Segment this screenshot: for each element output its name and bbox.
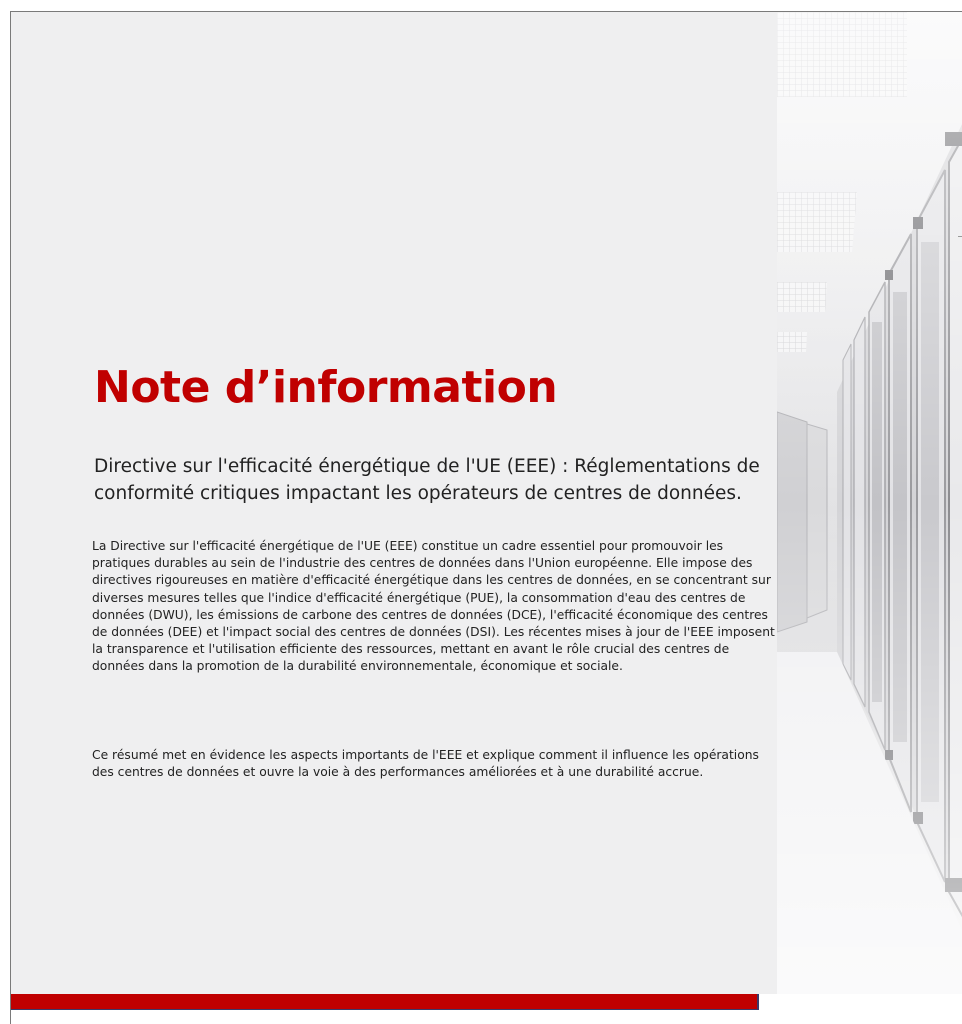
summary-paragraph: Ce résumé met en évidence les aspects importants de l'EEE et explique comment il influence les opérations des centres de données et ouvre la voie à des performances améliorées et à une durabilité accrue. — [92, 748, 759, 780]
margin-marker — [958, 236, 962, 237]
footer-accent-bar — [11, 994, 759, 1010]
intro-paragraph: La Directive sur l'efficacité énergétique de l'UE (EEE) constitue un cadre essentiel pour promouvoir les pratiques durables au sein de l'industrie des centres de données dans l'Union européenne. Elle impose des directives rigoureuses en matière d'efficacité énergétique dans les centres de données, en se concentrant sur diverses mesures telles que l'indice d'efficacité énergétique (PUE), la consommation d'eau des centres de données (DWU), les émissions de carbone des centres de données (DCE), l'efficacité économique des centres de données (DEE) et l'impact social des centres de données (DSI). Les récentes mises à jour de l'EEE imposent la transparence et l'utilisation efficiente des ressources, mettant en avant le rôle crucial des centres de données dans la promotion de la durabilité environnementale, économique et sociale. — [92, 539, 775, 674]
document-subtitle: Directive sur l'efficacité énergétique de l'UE (EEE) : Réglementations de conformité critiques impactant les opérateurs de centres de données. — [94, 456, 760, 504]
document-title: Note d’information — [94, 362, 558, 413]
document-page — [10, 11, 962, 1024]
data-center-image — [777, 12, 962, 994]
